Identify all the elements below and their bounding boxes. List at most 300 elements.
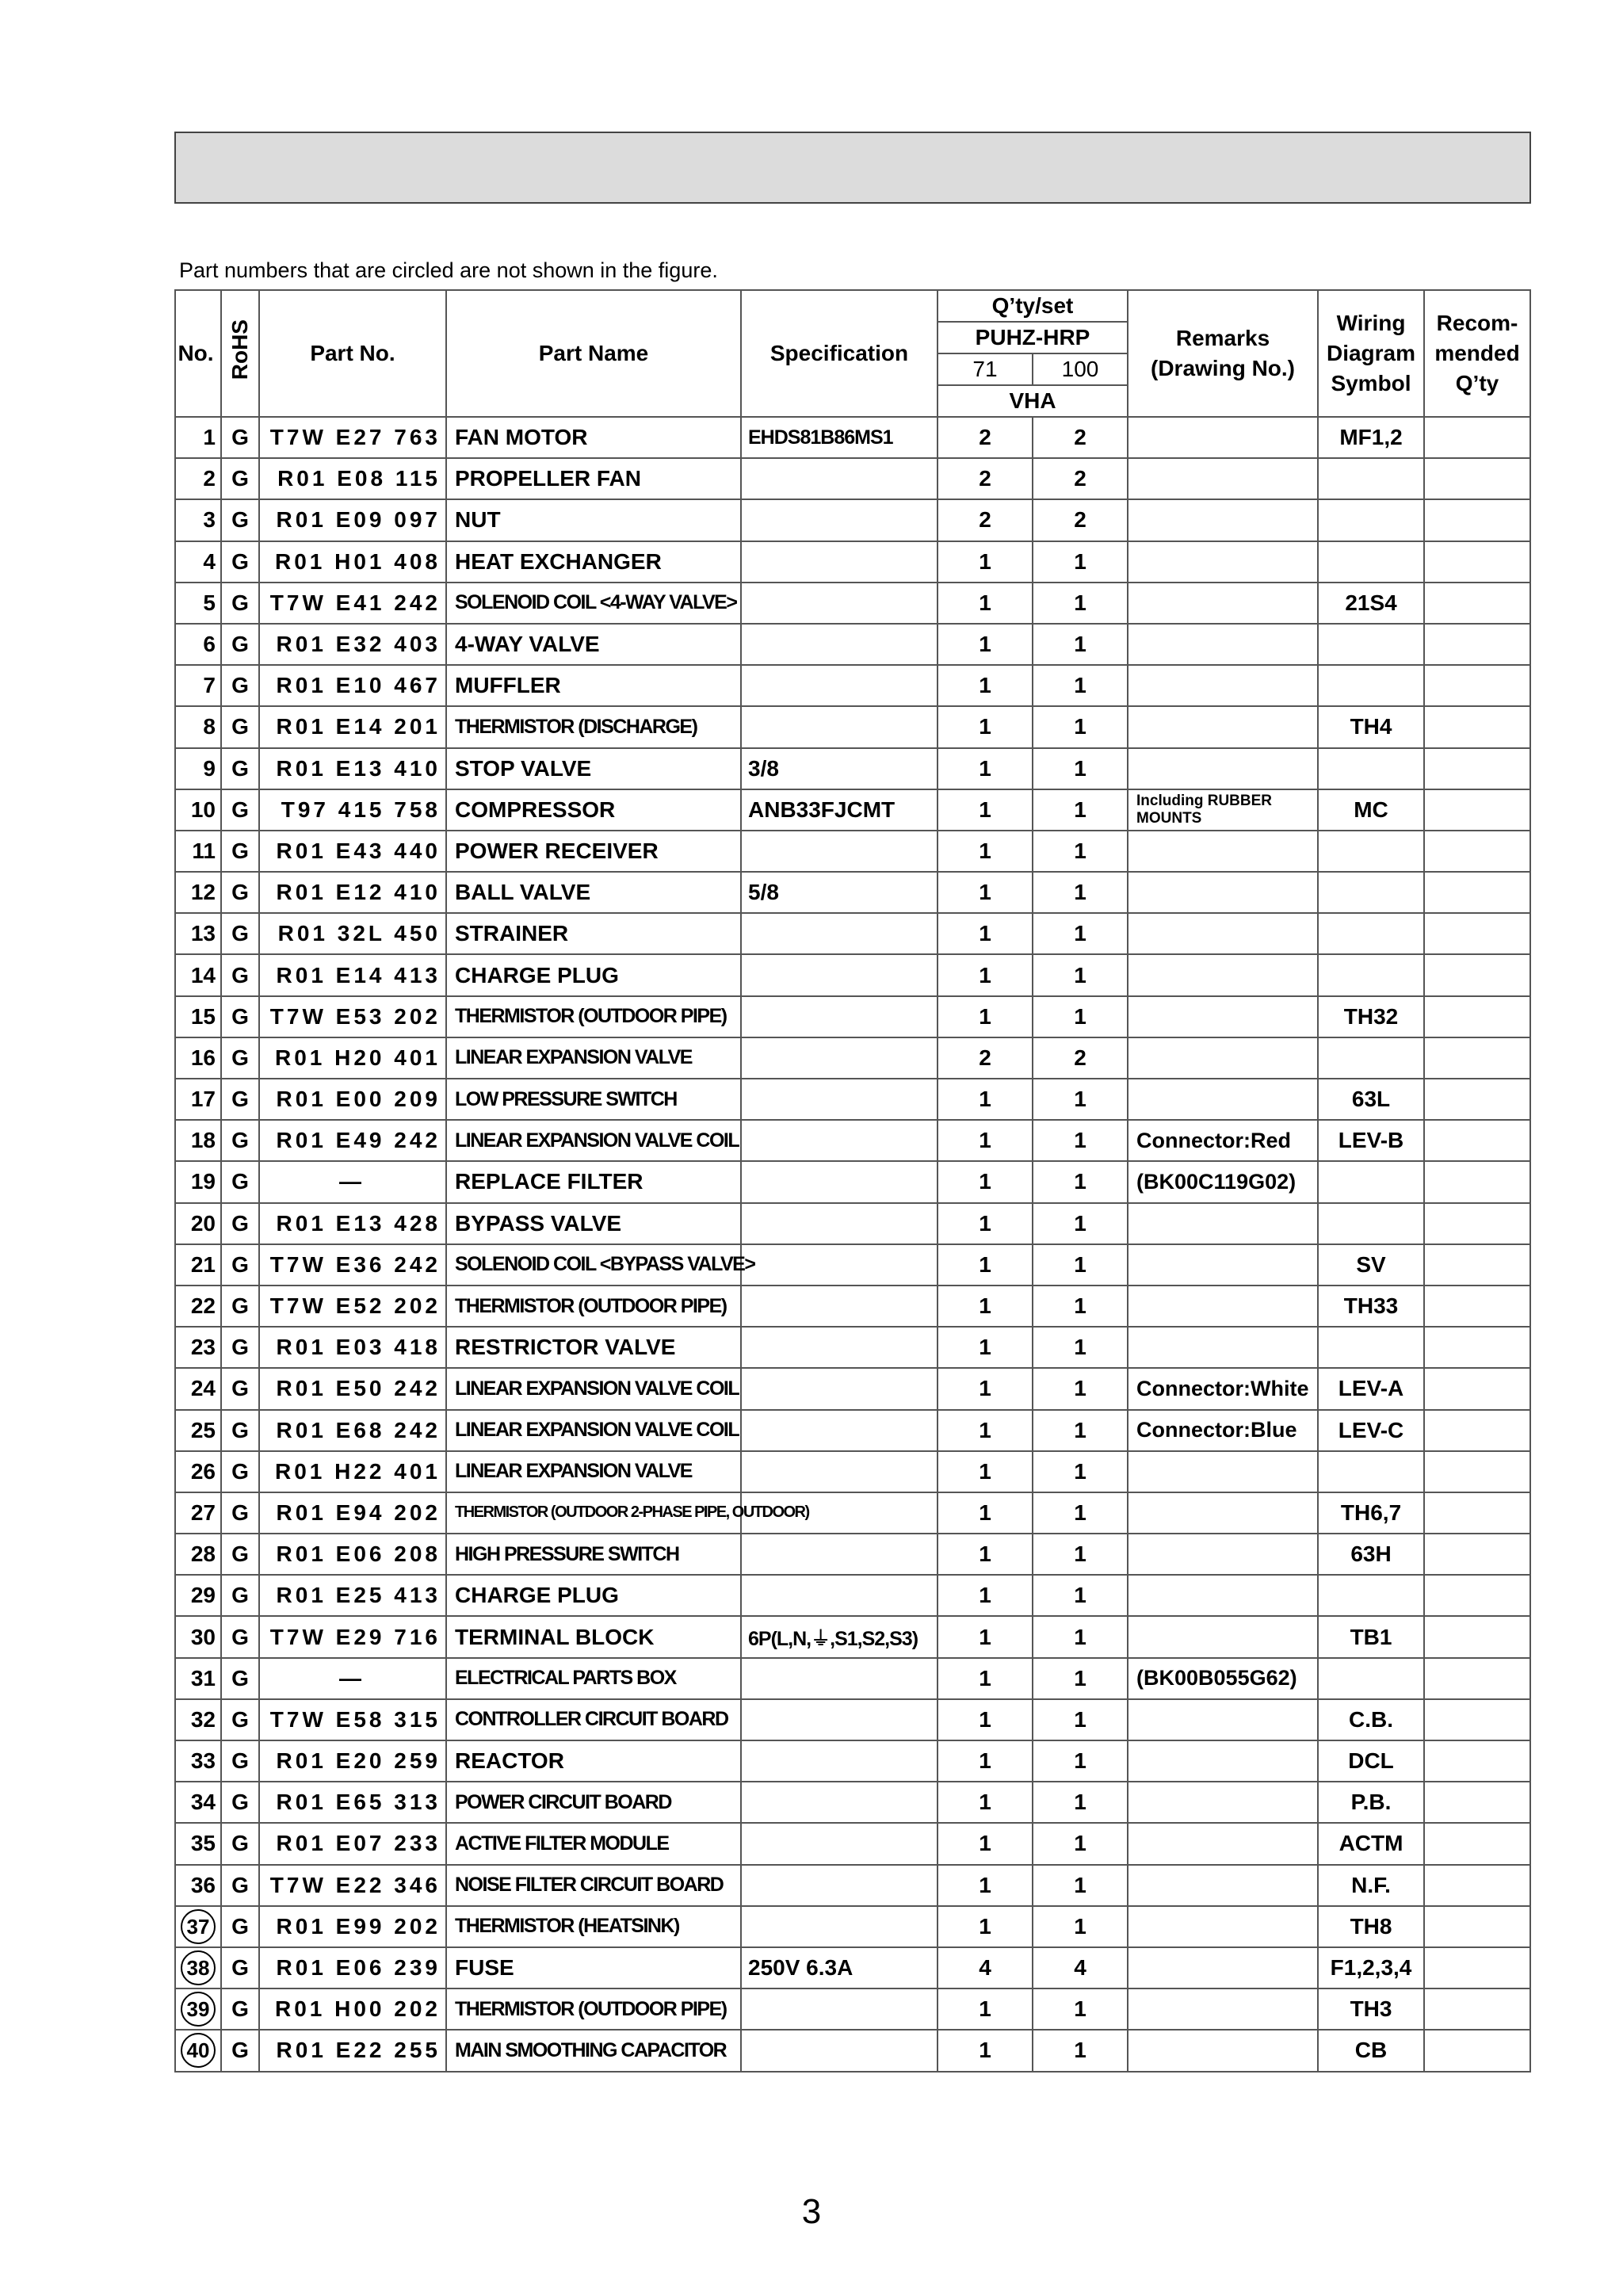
cell-part-name: LOW PRESSURE SWITCH (446, 1079, 741, 1120)
cell-spec (741, 1782, 938, 1823)
cell-remarks: (BK00C119G02) (1128, 1161, 1318, 1202)
circled-note: Part numbers that are circled are not shown in the figure. (179, 258, 718, 282)
cell-no: 12 (175, 872, 221, 913)
header-part-name: Part Name (446, 290, 741, 417)
cell-remarks (1128, 1947, 1318, 1988)
cell-wiring-symbol: ACTM (1318, 1823, 1424, 1864)
cell-qty-100: 1 (1033, 996, 1128, 1037)
cell-part-no: R01 E50 242 (259, 1368, 446, 1409)
cell-wiring-symbol: TH33 (1318, 1286, 1424, 1327)
cell-part-no: R01 H22 401 (259, 1451, 446, 1492)
cell-rohs: G (221, 1079, 259, 1120)
cell-spec (741, 665, 938, 706)
table-row (175, 1120, 1530, 1161)
cell-qty-71: 1 (938, 1823, 1033, 1864)
cell-wiring-symbol (1318, 954, 1424, 995)
cell-recommended-qty (1424, 624, 1530, 665)
cell-rohs: G (221, 624, 259, 665)
cell-spec (741, 1865, 938, 1906)
cell-spec (741, 1823, 938, 1864)
cell-qty-100: 1 (1033, 831, 1128, 872)
cell-wiring-symbol: MC (1318, 789, 1424, 831)
cell-recommended-qty (1424, 1079, 1530, 1120)
cell-qty-100: 1 (1033, 872, 1128, 913)
cell-no: 30 (175, 1616, 221, 1657)
cell-no: 23 (175, 1327, 221, 1368)
cell-qty-71: 1 (938, 1368, 1033, 1409)
cell-qty-100: 1 (1033, 1451, 1128, 1492)
cell-remarks: Connector:Red (1128, 1120, 1318, 1161)
cell-recommended-qty (1424, 748, 1530, 789)
cell-part-name: MUFFLER (446, 665, 741, 706)
table-row (175, 1988, 1530, 2030)
cell-part-no: R01 E20 259 (259, 1740, 446, 1782)
cell-rohs: G (221, 1037, 259, 1079)
cell-qty-71: 1 (938, 954, 1033, 995)
cell-qty-100: 1 (1033, 1575, 1128, 1616)
cell-spec (741, 1534, 938, 1575)
cell-spec (741, 1244, 938, 1286)
cell-qty-71: 1 (938, 2030, 1033, 2071)
table-row (175, 417, 1530, 458)
cell-spec: ANB33FJCMT (741, 789, 938, 831)
cell-spec (741, 1451, 938, 1492)
cell-part-name: ELECTRICAL PARTS BOX (446, 1658, 741, 1699)
cell-no: 19 (175, 1161, 221, 1202)
cell-wiring-symbol: TH4 (1318, 706, 1424, 747)
cell-recommended-qty (1424, 583, 1530, 624)
cell-part-no: T7W E41 242 (259, 583, 446, 624)
header-vha: VHA (938, 385, 1128, 417)
cell-qty-100: 1 (1033, 1079, 1128, 1120)
cell-part-name: LINEAR EXPANSION VALVE COIL (446, 1410, 741, 1451)
cell-recommended-qty (1424, 872, 1530, 913)
cell-qty-100: 1 (1033, 665, 1128, 706)
cell-recommended-qty (1424, 831, 1530, 872)
cell-remarks (1128, 1988, 1318, 2030)
table-row (175, 458, 1530, 499)
cell-qty-100: 1 (1033, 706, 1128, 747)
cell-rohs: G (221, 954, 259, 995)
cell-recommended-qty (1424, 1120, 1530, 1161)
cell-recommended-qty (1424, 1203, 1530, 1244)
cell-no: 27 (175, 1492, 221, 1534)
cell-no: 25 (175, 1410, 221, 1451)
cell-part-no: R01 H20 401 (259, 1037, 446, 1079)
cell-recommended-qty (1424, 1740, 1530, 1782)
cell-no: 11 (175, 831, 221, 872)
cell-rohs: G (221, 1327, 259, 1368)
cell-recommended-qty (1424, 1327, 1530, 1368)
cell-wiring-symbol (1318, 624, 1424, 665)
cell-recommended-qty (1424, 996, 1530, 1037)
cell-recommended-qty (1424, 499, 1530, 541)
header-100: 100 (1033, 353, 1128, 385)
table-row (175, 1865, 1530, 1906)
cell-wiring-symbol: P.B. (1318, 1782, 1424, 1823)
cell-rohs: G (221, 1120, 259, 1161)
cell-recommended-qty (1424, 706, 1530, 747)
cell-rohs: G (221, 1699, 259, 1740)
cell-part-no: R01 E13 428 (259, 1203, 446, 1244)
cell-remarks (1128, 1865, 1318, 1906)
cell-qty-100: 1 (1033, 1410, 1128, 1451)
cell-part-name: SOLENOID COIL <4-WAY VALVE> (446, 583, 741, 624)
cell-remarks (1128, 996, 1318, 1037)
cell-no: 15 (175, 996, 221, 1037)
cell-remarks: (BK00B055G62) (1128, 1658, 1318, 1699)
cell-recommended-qty (1424, 1037, 1530, 1079)
cell-part-name: CHARGE PLUG (446, 954, 741, 995)
cell-rohs: G (221, 872, 259, 913)
cell-qty-100: 1 (1033, 1699, 1128, 1740)
cell-wiring-symbol (1318, 1327, 1424, 1368)
cell-spec (741, 831, 938, 872)
cell-no: 20 (175, 1203, 221, 1244)
cell-remarks (1128, 665, 1318, 706)
cell-qty-71: 1 (938, 1865, 1033, 1906)
cell-rohs: G (221, 1906, 259, 1947)
cell-spec (741, 913, 938, 954)
cell-wiring-symbol (1318, 541, 1424, 583)
cell-remarks (1128, 706, 1318, 747)
cell-wiring-symbol: TH3 (1318, 1988, 1424, 2030)
cell-rohs: G (221, 1286, 259, 1327)
cell-remarks: Including RUBBER MOUNTS (1128, 789, 1318, 831)
cell-qty-71: 1 (938, 1906, 1033, 1947)
cell-spec (741, 583, 938, 624)
cell-qty-71: 1 (938, 1575, 1033, 1616)
cell-part-no: R01 E14 413 (259, 954, 446, 995)
cell-rohs: G (221, 1947, 259, 1988)
cell-wiring-symbol: TB1 (1318, 1616, 1424, 1657)
cell-no: 21 (175, 1244, 221, 1286)
circled-number: 40 (181, 2033, 216, 2068)
cell-part-no: R01 E08 115 (259, 458, 446, 499)
cell-spec (741, 1368, 938, 1409)
cell-recommended-qty (1424, 1616, 1530, 1657)
cell-remarks (1128, 417, 1318, 458)
cell-no: 31 (175, 1658, 221, 1699)
cell-qty-100: 1 (1033, 913, 1128, 954)
table-row (175, 706, 1530, 747)
cell-part-no: R01 E03 418 (259, 1327, 446, 1368)
cell-qty-100: 1 (1033, 541, 1128, 583)
cell-remarks (1128, 1906, 1318, 1947)
cell-spec (741, 996, 938, 1037)
table-row (175, 1906, 1530, 1947)
cell-spec (741, 1575, 938, 1616)
cell-spec (741, 706, 938, 747)
cell-part-name: SOLENOID COIL <BYPASS VALVE> (446, 1244, 741, 1286)
cell-spec (741, 1699, 938, 1740)
cell-qty-100: 1 (1033, 1658, 1128, 1699)
cell-qty-71: 1 (938, 1203, 1033, 1244)
table-row (175, 1616, 1530, 1657)
table-row (175, 1740, 1530, 1782)
cell-no (175, 1988, 221, 2030)
cell-part-no: T7W E52 202 (259, 1286, 446, 1327)
cell-part-no: R01 H01 408 (259, 541, 446, 583)
cell-wiring-symbol: CB (1318, 2030, 1424, 2071)
cell-recommended-qty (1424, 1161, 1530, 1202)
cell-part-no: R01 E49 242 (259, 1120, 446, 1161)
cell-wiring-symbol (1318, 1451, 1424, 1492)
cell-wiring-symbol: F1,2,3,4 (1318, 1947, 1424, 1988)
header-rohs: RoHS (221, 290, 259, 417)
cell-part-name: FUSE (446, 1947, 741, 1988)
cell-rohs: G (221, 1782, 259, 1823)
cell-qty-71: 1 (938, 1079, 1033, 1120)
cell-no: 29 (175, 1575, 221, 1616)
cell-wiring-symbol: N.F. (1318, 1865, 1424, 1906)
cell-rohs: G (221, 1410, 259, 1451)
cell-part-name: CONTROLLER CIRCUIT BOARD (446, 1699, 741, 1740)
cell-part-name: BALL VALVE (446, 872, 741, 913)
cell-qty-100: 1 (1033, 789, 1128, 831)
cell-part-name: FAN MOTOR (446, 417, 741, 458)
cell-wiring-symbol: DCL (1318, 1740, 1424, 1782)
cell-rohs: G (221, 541, 259, 583)
cell-remarks (1128, 872, 1318, 913)
cell-qty-100: 2 (1033, 417, 1128, 458)
cell-no: 9 (175, 748, 221, 789)
cell-qty-71: 2 (938, 417, 1033, 458)
cell-qty-71: 1 (938, 1658, 1033, 1699)
cell-qty-71: 1 (938, 748, 1033, 789)
cell-part-no: R01 E22 255 (259, 2030, 446, 2071)
cell-spec (741, 1658, 938, 1699)
cell-no: 16 (175, 1037, 221, 1079)
cell-remarks (1128, 1616, 1318, 1657)
cell-qty-71: 1 (938, 1534, 1033, 1575)
table-row (175, 1368, 1530, 1409)
cell-spec (741, 1079, 938, 1120)
cell-rohs: G (221, 499, 259, 541)
cell-part-no: T7W E36 242 (259, 1244, 446, 1286)
cell-part-name: LINEAR EXPANSION VALVE (446, 1037, 741, 1079)
table-row (175, 872, 1530, 913)
cell-part-name: CHARGE PLUG (446, 1575, 741, 1616)
table-body (175, 417, 1530, 2072)
cell-part-name: THERMISTOR (OUTDOOR PIPE) (446, 1988, 741, 2030)
cell-remarks (1128, 1699, 1318, 1740)
cell-qty-100: 1 (1033, 1616, 1128, 1657)
cell-spec (741, 1327, 938, 1368)
cell-part-name: LINEAR EXPANSION VALVE (446, 1451, 741, 1492)
cell-remarks (1128, 458, 1318, 499)
cell-wiring-symbol (1318, 1203, 1424, 1244)
cell-remarks (1128, 1244, 1318, 1286)
cell-qty-100: 1 (1033, 624, 1128, 665)
cell-part-name: TERMINAL BLOCK (446, 1616, 741, 1657)
cell-recommended-qty (1424, 417, 1530, 458)
cell-recommended-qty (1424, 1782, 1530, 1823)
cell-remarks (1128, 1534, 1318, 1575)
cell-qty-71: 1 (938, 1286, 1033, 1327)
table-header (175, 290, 1530, 417)
cell-recommended-qty (1424, 1410, 1530, 1451)
cell-qty-100: 2 (1033, 499, 1128, 541)
cell-qty-100: 1 (1033, 1368, 1128, 1409)
cell-qty-100: 1 (1033, 1740, 1128, 1782)
cell-recommended-qty (1424, 541, 1530, 583)
cell-no: 5 (175, 583, 221, 624)
cell-recommended-qty (1424, 1286, 1530, 1327)
cell-qty-100: 1 (1033, 1161, 1128, 1202)
table-row (175, 624, 1530, 665)
cell-part-name: STOP VALVE (446, 748, 741, 789)
cell-part-name: COMPRESSOR (446, 789, 741, 831)
cell-no: 4 (175, 541, 221, 583)
table-row (175, 2030, 1530, 2071)
cell-part-no: R01 E65 313 (259, 1782, 446, 1823)
cell-qty-100: 1 (1033, 1782, 1128, 1823)
cell-wiring-symbol (1318, 748, 1424, 789)
cell-spec: EHDS81B86MS1 (741, 417, 938, 458)
cell-part-no: R01 E13 410 (259, 748, 446, 789)
cell-rohs: G (221, 1244, 259, 1286)
table-row (175, 1079, 1530, 1120)
cell-qty-71: 2 (938, 1037, 1033, 1079)
cell-qty-71: 1 (938, 1410, 1033, 1451)
cell-part-name: LINEAR EXPANSION VALVE COIL (446, 1368, 741, 1409)
cell-no: 24 (175, 1368, 221, 1409)
table-row (175, 1492, 1530, 1534)
cell-no (175, 1906, 221, 1947)
cell-part-no: R01 H00 202 (259, 1988, 446, 2030)
cell-part-no: R01 32L 450 (259, 913, 446, 954)
cell-wiring-symbol (1318, 499, 1424, 541)
cell-part-name: LINEAR EXPANSION VALVE COIL (446, 1120, 741, 1161)
cell-spec (741, 1906, 938, 1947)
circled-number: 39 (181, 1992, 216, 2027)
circled-number: 37 (181, 1909, 216, 1944)
cell-no: 14 (175, 954, 221, 995)
table-row (175, 1658, 1530, 1699)
cell-qty-100: 1 (1033, 2030, 1128, 2071)
cell-wiring-symbol: SV (1318, 1244, 1424, 1286)
cell-rohs: G (221, 996, 259, 1037)
cell-recommended-qty (1424, 1865, 1530, 1906)
table-row (175, 1534, 1530, 1575)
cell-wiring-symbol: C.B. (1318, 1699, 1424, 1740)
cell-wiring-symbol (1318, 913, 1424, 954)
cell-part-no: T7W E53 202 (259, 996, 446, 1037)
table-row (175, 1161, 1530, 1202)
cell-part-name: HEAT EXCHANGER (446, 541, 741, 583)
cell-qty-71: 1 (938, 913, 1033, 954)
table-row (175, 831, 1530, 872)
cell-part-name: MAIN SMOOTHING CAPACITOR (446, 2030, 741, 2071)
cell-recommended-qty (1424, 913, 1530, 954)
cell-qty-71: 1 (938, 1120, 1033, 1161)
cell-qty-71: 4 (938, 1947, 1033, 1988)
cell-remarks (1128, 831, 1318, 872)
cell-wiring-symbol (1318, 1575, 1424, 1616)
cell-spec (741, 1161, 938, 1202)
cell-rohs: G (221, 583, 259, 624)
cell-wiring-symbol (1318, 1037, 1424, 1079)
cell-wiring-symbol: TH6,7 (1318, 1492, 1424, 1534)
cell-part-no: — (259, 1161, 446, 1202)
cell-part-no: R01 E25 413 (259, 1575, 446, 1616)
cell-recommended-qty (1424, 1658, 1530, 1699)
cell-wiring-symbol: TH8 (1318, 1906, 1424, 1947)
cell-spec: 5/8 (741, 872, 938, 913)
cell-remarks (1128, 1037, 1318, 1079)
cell-no: 17 (175, 1079, 221, 1120)
cell-part-no: R01 E00 209 (259, 1079, 446, 1120)
cell-part-no: T7W E58 315 (259, 1699, 446, 1740)
cell-recommended-qty (1424, 1823, 1530, 1864)
cell-part-name: POWER CIRCUIT BOARD (446, 1782, 741, 1823)
cell-rohs: G (221, 706, 259, 747)
cell-qty-71: 1 (938, 789, 1033, 831)
cell-qty-71: 1 (938, 1616, 1033, 1657)
cell-no: 34 (175, 1782, 221, 1823)
cell-part-name: THERMISTOR (HEATSINK) (446, 1906, 741, 1947)
cell-qty-71: 1 (938, 1327, 1033, 1368)
cell-spec (741, 1037, 938, 1079)
header-model: PUHZ-HRP (938, 322, 1128, 353)
table-row (175, 1244, 1530, 1286)
cell-rohs: G (221, 458, 259, 499)
cell-qty-100: 2 (1033, 458, 1128, 499)
cell-part-name: PROPELLER FAN (446, 458, 741, 499)
cell-spec: 250V 6.3A (741, 1947, 938, 1988)
cell-no: 6 (175, 624, 221, 665)
cell-wiring-symbol: LEV-C (1318, 1410, 1424, 1451)
cell-recommended-qty (1424, 1244, 1530, 1286)
cell-rohs: G (221, 1161, 259, 1202)
cell-recommended-qty (1424, 458, 1530, 499)
cell-remarks (1128, 954, 1318, 995)
cell-remarks (1128, 1079, 1318, 1120)
cell-rohs: G (221, 1368, 259, 1409)
cell-no: 28 (175, 1534, 221, 1575)
cell-qty-100: 1 (1033, 1203, 1128, 1244)
cell-part-no: R01 E99 202 (259, 1906, 446, 1947)
cell-wiring-symbol: MF1,2 (1318, 417, 1424, 458)
cell-wiring-symbol: 63H (1318, 1534, 1424, 1575)
table-row (175, 1699, 1530, 1740)
cell-rohs: G (221, 913, 259, 954)
cell-qty-71: 1 (938, 624, 1033, 665)
cell-spec (741, 1203, 938, 1244)
cell-qty-100: 1 (1033, 748, 1128, 789)
cell-wiring-symbol (1318, 872, 1424, 913)
table-row (175, 583, 1530, 624)
cell-wiring-symbol (1318, 665, 1424, 706)
cell-remarks (1128, 913, 1318, 954)
cell-qty-71: 1 (938, 1988, 1033, 2030)
cell-remarks (1128, 624, 1318, 665)
cell-qty-71: 1 (938, 1492, 1033, 1534)
cell-remarks (1128, 541, 1318, 583)
cell-part-name: HIGH PRESSURE SWITCH (446, 1534, 741, 1575)
cell-qty-100: 2 (1033, 1037, 1128, 1079)
cell-remarks: Connector:Blue (1128, 1410, 1318, 1451)
cell-recommended-qty (1424, 1534, 1530, 1575)
header-71: 71 (938, 353, 1033, 385)
cell-rohs: G (221, 789, 259, 831)
cell-spec (741, 1286, 938, 1327)
cell-part-no: T7W E27 763 (259, 417, 446, 458)
cell-qty-100: 1 (1033, 954, 1128, 995)
cell-no: 7 (175, 665, 221, 706)
cell-recommended-qty (1424, 1451, 1530, 1492)
